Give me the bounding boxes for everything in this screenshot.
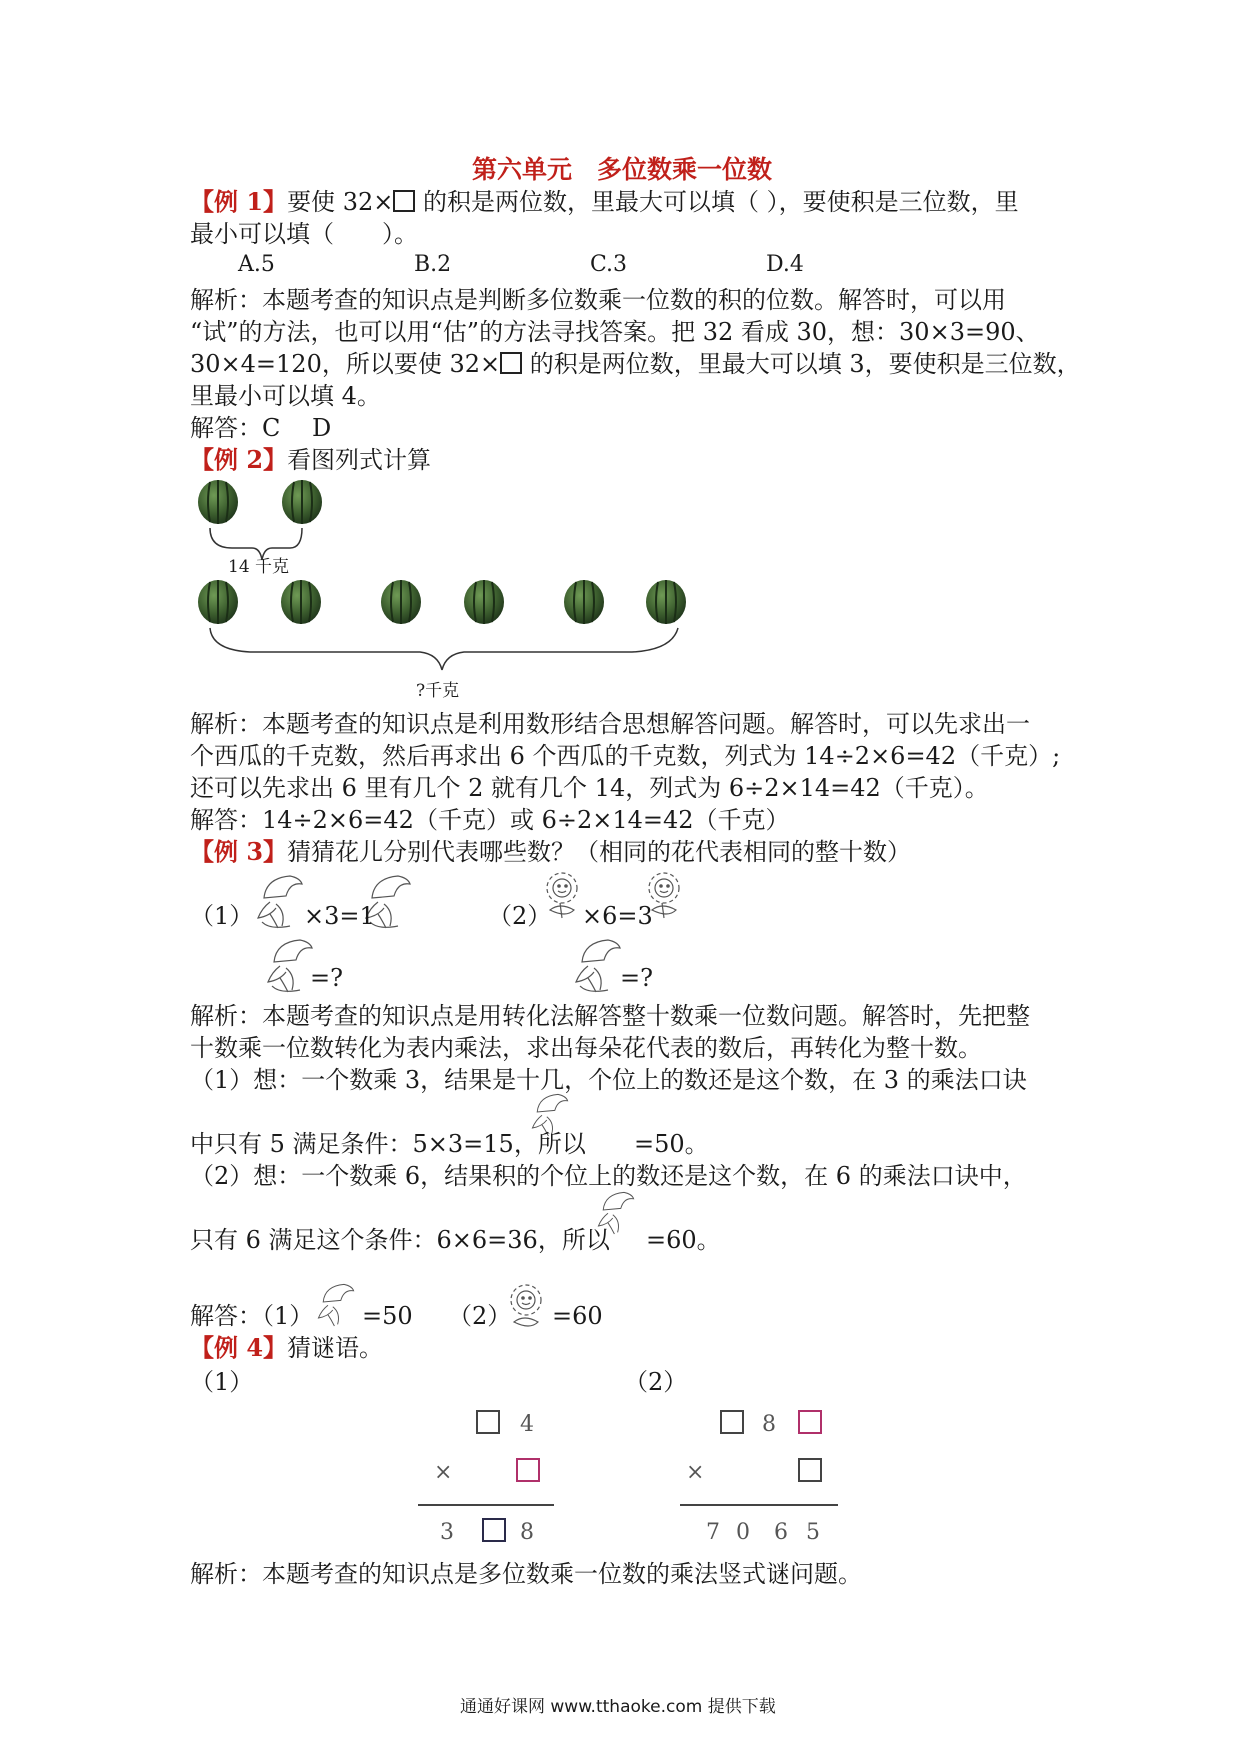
result-digit: 3: [440, 1520, 454, 1545]
watermelon-bottom-5: [564, 580, 604, 624]
unknown-digit-box: [516, 1458, 540, 1482]
sunflower-icon: [649, 873, 679, 918]
page-title: 第六单元 多位数乘一位数: [472, 155, 773, 184]
unknown-digit-box: [476, 1410, 500, 1434]
ex3-answer-label: 解答：（1）: [190, 1302, 314, 1330]
ex3-part1-equation: ×3=1: [304, 902, 375, 930]
brace-bottom: [210, 628, 678, 670]
ex2-analysis-3: 还可以先求出 6 里有几个 2 就有几个 14，列式为 6÷2×14=42（千克）。: [190, 774, 989, 802]
option-b: B.2: [414, 252, 452, 277]
unknown-digit-box: [720, 1410, 744, 1434]
ex3-analysis-2: 十数乘一位数转化为表内乘法，求出每朵花代表的数后，再转化为整十数。: [190, 1034, 982, 1062]
option-c: C.3: [590, 252, 628, 277]
ex3-question: 【例 3】猜猜花儿分别代表哪些数？（相同的花代表相同的整十数）: [190, 837, 912, 866]
ex2-question: 【例 2】看图列式计算: [190, 445, 432, 474]
footer-source: 通通好课网 www.tthaoke.com 提供下载: [460, 1697, 776, 1717]
ex3-part1-question: =?: [310, 964, 343, 992]
ex2-analysis-1: 解析：本题考查的知识点是利用数形结合思想解答问题。解答时，可以先求出一: [190, 710, 1030, 738]
watermelon-top-1: [198, 480, 238, 524]
morning-glory-icon: [576, 940, 620, 992]
times-sign: ×: [434, 1460, 453, 1485]
result-digit: 6: [774, 1520, 788, 1545]
known-digit: 8: [762, 1412, 776, 1437]
ex4-tag: 【例 4】: [190, 1333, 288, 1362]
unknown-digit-box: [798, 1458, 822, 1482]
ex1-question-line1: 【例 1】要使 32× 的积是两位数，里最大可以填（ ），要使积是三位数，里: [190, 187, 1019, 216]
ex3-part2-equation: ×6=3: [582, 902, 653, 930]
watermelon-bottom-1: [198, 580, 238, 624]
ex1-analysis-3: 30×4=120，所以要使 32× 的积是两位数，里最大可以填 3，要使积是三位数，: [190, 350, 1081, 378]
sum-line: [418, 1504, 554, 1506]
ex1-analysis-1: 解析：本题考查的知识点是判断多位数乘一位数的积的位数。解答时，可以用: [190, 286, 1006, 314]
ex4-part1-label: （1）: [190, 1368, 254, 1396]
ex3-answer-2-label: （2）: [448, 1302, 512, 1330]
ex2-answer: 解答：14÷2×6=42（千克）或 6÷2×14=42（千克）: [190, 806, 790, 834]
ex1-analysis-2: “试”的方法，也可以用“估”的方法寻找答案。把 32 看成 30，想：30×3=90、: [190, 318, 1040, 346]
result-digit: 5: [806, 1520, 820, 1545]
ex3-analysis-1: 解析：本题考查的知识点是用转化法解答整十数乘一位数问题。解答时，先把整: [190, 1002, 1030, 1030]
blank-box: [393, 190, 415, 212]
watermelon-bottom-6: [646, 580, 686, 624]
times-sign: ×: [686, 1460, 705, 1485]
option-d: D.4: [766, 252, 804, 277]
morning-glory-icon: [318, 1284, 353, 1326]
watermelon-bottom-2: [281, 580, 321, 624]
morning-glory-icon: [268, 940, 312, 992]
ex4-question: 【例 4】猜谜语。: [190, 1333, 384, 1362]
ex1-question-line2: 最小可以填（ ）。: [190, 220, 418, 248]
ex3-part2-question: =?: [620, 964, 653, 992]
ex2-tag: 【例 2】: [190, 445, 288, 474]
label-unknown-kg: ?千克: [416, 681, 460, 701]
ex3-analysis-3: （1）想：一个数乘 3，结果是十几，个位上的数还是这个数，在 3 的乘法口诀: [190, 1066, 1027, 1094]
label-14kg: 14 千克: [228, 557, 290, 577]
flower-answer-icons: [0, 1090, 1240, 1390]
ex3-part1-label: （1）: [190, 902, 254, 930]
ex2-analysis-2: 个西瓜的千克数，然后再求出 6 个西瓜的千克数，列式为 14÷2×6=42（千克）;: [190, 742, 1061, 770]
sunflower-icon: [547, 873, 577, 918]
ex3-analysis-6-result: =60。: [646, 1226, 721, 1254]
unknown-digit-box: [482, 1518, 506, 1542]
ex3-tag: 【例 3】: [190, 837, 288, 866]
known-digit: 4: [520, 1412, 534, 1437]
unknown-digit-box: [798, 1410, 822, 1434]
watermelon-top-2: [282, 480, 322, 524]
ex1-answer: 解答：C D: [190, 414, 332, 442]
result-digit: 7: [706, 1520, 720, 1545]
ex3-analysis-5: （2）想：一个数乘 6，结果积的个位上的数还是这个数，在 6 的乘法口诀中，: [190, 1162, 1027, 1190]
ex4-analysis-1: 解析：本题考查的知识点是多位数乘一位数的乘法竖式谜问题。: [190, 1560, 862, 1588]
ex3-analysis-4: 中只有 5 满足条件：5×3=15，所以: [190, 1130, 586, 1158]
ex3-answer-2: =60: [552, 1302, 603, 1330]
watermelon-diagram: [0, 470, 1240, 710]
ex4-part2-label: （2）: [624, 1368, 688, 1396]
result-digit: 0: [736, 1520, 750, 1545]
ex3-answer-1: =50: [362, 1302, 413, 1330]
sunflower-icon: [511, 1285, 541, 1326]
watermelon-bottom-4: [464, 580, 504, 624]
ex1-analysis-4: 里最小可以填 4。: [190, 382, 381, 410]
ex3-part2-label: （2）: [488, 902, 552, 930]
blank-box: [500, 352, 522, 374]
ex3-analysis-6: 只有 6 满足这个条件：6×6=36，所以: [190, 1226, 610, 1254]
option-a: A.5: [238, 252, 275, 277]
morning-glory-icon: [258, 876, 302, 928]
ex3-analysis-4-result: =50。: [634, 1130, 709, 1158]
result-digit: 8: [520, 1520, 534, 1545]
watermelon-bottom-3: [381, 580, 421, 624]
ex1-tag: 【例 1】: [190, 187, 288, 216]
sum-line: [680, 1504, 838, 1506]
